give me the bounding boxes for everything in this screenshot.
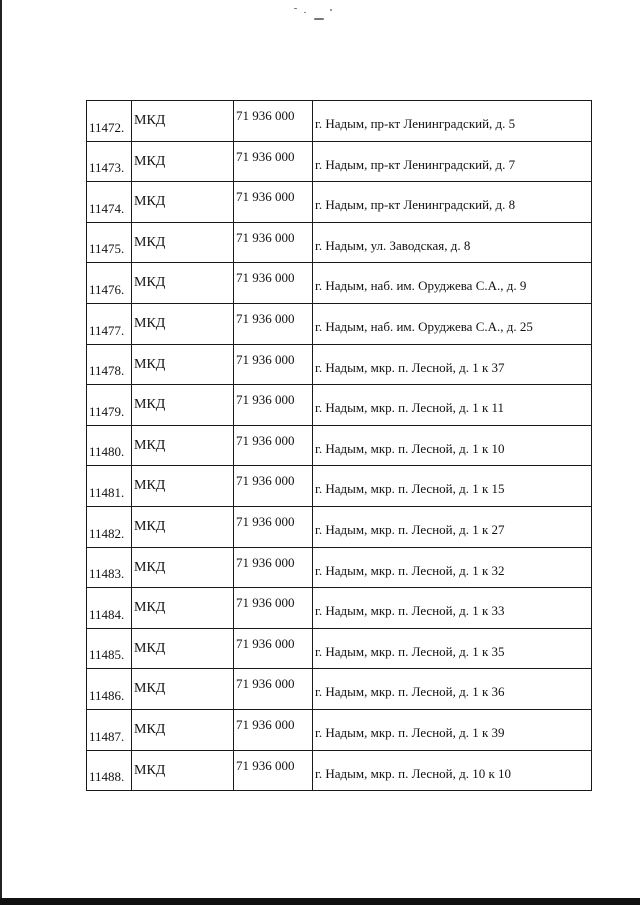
object-type-cell bbox=[132, 141, 234, 182]
table-row bbox=[87, 141, 592, 182]
oktmo-code-cell bbox=[234, 466, 313, 507]
object-type-text: МКД bbox=[134, 437, 166, 453]
oktmo-code-cell bbox=[234, 141, 313, 182]
address-cell bbox=[313, 750, 592, 791]
oktmo-code-text: 71 936 000 bbox=[236, 351, 295, 367]
oktmo-code-text: 71 936 000 bbox=[236, 108, 295, 123]
table-row bbox=[87, 222, 592, 263]
oktmo-code-text: 71 936 000 bbox=[236, 716, 295, 732]
oktmo-code-text: 71 936 000 bbox=[236, 270, 295, 286]
table-row bbox=[87, 182, 592, 223]
row-number-text: 11483. bbox=[89, 566, 125, 582]
address-cell bbox=[313, 303, 592, 344]
address-text: г. Надым, мкр. п. Лесной, д. 1 к 11 bbox=[315, 400, 505, 416]
row-number-cell bbox=[87, 222, 132, 263]
scan-bottom-edge bbox=[0, 898, 640, 905]
address-text: г. Надым, пр-кт Ленинградский, д. 5 bbox=[315, 116, 516, 131]
registry-table bbox=[86, 100, 592, 791]
address-cell bbox=[313, 344, 592, 385]
address-cell bbox=[313, 628, 592, 669]
oktmo-code-text: 71 936 000 bbox=[236, 635, 295, 651]
row-number-cell bbox=[87, 101, 132, 142]
row-number-text: 11477. bbox=[89, 322, 125, 338]
row-number-text: 11487. bbox=[89, 728, 125, 744]
oktmo-code-cell bbox=[234, 303, 313, 344]
address-text: г. Надым, мкр. п. Лесной, д. 10 к 10 bbox=[315, 765, 512, 781]
oktmo-code-cell bbox=[234, 506, 313, 547]
address-cell bbox=[313, 425, 592, 466]
table-row bbox=[87, 344, 592, 385]
object-type-cell bbox=[132, 628, 234, 669]
scan-left-edge bbox=[0, 0, 2, 905]
table-row bbox=[87, 466, 592, 507]
object-type-cell bbox=[132, 385, 234, 426]
table-row bbox=[87, 303, 592, 344]
oktmo-code-text: 71 936 000 bbox=[236, 189, 295, 205]
address-cell bbox=[313, 385, 592, 426]
row-number-cell bbox=[87, 506, 132, 547]
oktmo-code-text: 71 936 000 bbox=[236, 432, 295, 448]
row-number-cell bbox=[87, 385, 132, 426]
row-number-text: 11480. bbox=[89, 444, 125, 460]
row-number-cell bbox=[87, 628, 132, 669]
row-number-text: 11474. bbox=[89, 200, 125, 216]
object-type-cell bbox=[132, 425, 234, 466]
address-cell bbox=[313, 141, 592, 182]
object-type-text: МКД bbox=[134, 113, 166, 128]
object-type-text: МКД bbox=[134, 153, 166, 169]
object-type-cell bbox=[132, 547, 234, 588]
oktmo-code-text: 71 936 000 bbox=[236, 554, 295, 570]
object-type-text: МКД bbox=[134, 762, 166, 778]
object-type-cell bbox=[132, 466, 234, 507]
oktmo-code-cell bbox=[234, 750, 313, 791]
row-number-text: 11479. bbox=[89, 403, 125, 419]
object-type-text: МКД bbox=[134, 356, 166, 372]
address-text: г. Надым, мкр. п. Лесной, д. 1 к 37 bbox=[315, 359, 505, 375]
oktmo-code-cell bbox=[234, 709, 313, 750]
object-type-cell bbox=[132, 303, 234, 344]
object-type-cell bbox=[132, 101, 234, 142]
table-row bbox=[87, 263, 592, 304]
row-number-cell bbox=[87, 750, 132, 791]
oktmo-code-cell bbox=[234, 425, 313, 466]
oktmo-code-text: 71 936 000 bbox=[236, 595, 295, 611]
oktmo-code-cell bbox=[234, 263, 313, 304]
oktmo-code-cell bbox=[234, 222, 313, 263]
table-row bbox=[87, 385, 592, 426]
address-text: г. Надым, мкр. п. Лесной, д. 1 к 27 bbox=[315, 521, 505, 537]
row-number-text: 11488. bbox=[89, 769, 125, 785]
oktmo-code-cell bbox=[234, 101, 313, 142]
object-type-cell bbox=[132, 506, 234, 547]
object-type-text: МКД bbox=[134, 234, 166, 250]
oktmo-code-text: 71 936 000 bbox=[236, 392, 295, 408]
address-cell bbox=[313, 506, 592, 547]
oktmo-code-text: 71 936 000 bbox=[236, 757, 295, 773]
registry-table-body bbox=[87, 101, 592, 791]
row-number-cell bbox=[87, 141, 132, 182]
address-cell bbox=[313, 222, 592, 263]
address-text: г. Надым, наб. им. Оруджева С.А., д. 25 bbox=[315, 318, 533, 334]
row-number-cell bbox=[87, 425, 132, 466]
object-type-cell bbox=[132, 344, 234, 385]
address-cell bbox=[313, 466, 592, 507]
address-text: г. Надым, пр-кт Ленинградский, д. 8 bbox=[315, 197, 516, 213]
address-text: г. Надым, наб. им. Оруджева С.А., д. 9 bbox=[315, 278, 527, 294]
address-text: г. Надым, мкр. п. Лесной, д. 1 к 35 bbox=[315, 643, 505, 659]
oktmo-code-cell bbox=[234, 344, 313, 385]
oktmo-code-text: 71 936 000 bbox=[236, 676, 295, 692]
oktmo-code-cell bbox=[234, 547, 313, 588]
object-type-text: МКД bbox=[134, 559, 166, 575]
object-type-cell bbox=[132, 750, 234, 791]
address-cell bbox=[313, 101, 592, 142]
address-text: г. Надым, мкр. п. Лесной, д. 1 к 36 bbox=[315, 684, 505, 700]
oktmo-code-cell bbox=[234, 669, 313, 710]
row-number-cell bbox=[87, 466, 132, 507]
address-cell bbox=[313, 588, 592, 629]
table-row bbox=[87, 709, 592, 750]
table-row bbox=[87, 628, 592, 669]
address-text: г. Надым, мкр. п. Лесной, д. 1 к 15 bbox=[315, 481, 505, 497]
object-type-cell bbox=[132, 263, 234, 304]
oktmo-code-text: 71 936 000 bbox=[236, 473, 295, 489]
oktmo-code-cell bbox=[234, 588, 313, 629]
oktmo-code-text: 71 936 000 bbox=[236, 148, 295, 164]
scan-artifact-marks bbox=[290, 6, 350, 26]
address-text: г. Надым, мкр. п. Лесной, д. 1 к 39 bbox=[315, 724, 505, 740]
table-row bbox=[87, 425, 592, 466]
address-cell bbox=[313, 709, 592, 750]
object-type-text: МКД bbox=[134, 640, 166, 656]
oktmo-code-text: 71 936 000 bbox=[236, 513, 295, 529]
table-row bbox=[87, 101, 592, 142]
object-type-cell bbox=[132, 222, 234, 263]
object-type-text: МКД bbox=[134, 194, 166, 210]
address-text: г. Надым, мкр. п. Лесной, д. 1 к 33 bbox=[315, 603, 505, 619]
address-cell bbox=[313, 182, 592, 223]
object-type-cell bbox=[132, 709, 234, 750]
row-number-cell bbox=[87, 182, 132, 223]
row-number-text: 11478. bbox=[89, 363, 125, 379]
object-type-text: МКД bbox=[134, 478, 166, 494]
address-text: г. Надым, пр-кт Ленинградский, д. 7 bbox=[315, 156, 516, 172]
oktmo-code-text: 71 936 000 bbox=[236, 310, 295, 326]
row-number-cell bbox=[87, 547, 132, 588]
object-type-text: МКД bbox=[134, 721, 166, 737]
object-type-text: МКД bbox=[134, 518, 166, 534]
row-number-text: 11475. bbox=[89, 241, 125, 257]
table-row bbox=[87, 547, 592, 588]
object-type-text: МКД bbox=[134, 600, 166, 616]
row-number-cell bbox=[87, 709, 132, 750]
address-text: г. Надым, мкр. п. Лесной, д. 1 к 32 bbox=[315, 562, 505, 578]
oktmo-code-text: 71 936 000 bbox=[236, 229, 295, 245]
address-text: г. Надым, мкр. п. Лесной, д. 1 к 10 bbox=[315, 440, 505, 456]
address-cell bbox=[313, 669, 592, 710]
object-type-cell bbox=[132, 588, 234, 629]
object-type-text: МКД bbox=[134, 681, 166, 697]
table-row bbox=[87, 669, 592, 710]
oktmo-code-cell bbox=[234, 628, 313, 669]
address-text: г. Надым, ул. Заводская, д. 8 bbox=[315, 237, 471, 253]
table-row bbox=[87, 506, 592, 547]
row-number-text: 11472. bbox=[89, 119, 125, 135]
row-number-cell bbox=[87, 263, 132, 304]
row-number-cell bbox=[87, 344, 132, 385]
object-type-cell bbox=[132, 669, 234, 710]
table-row bbox=[87, 588, 592, 629]
object-type-text: МКД bbox=[134, 315, 166, 331]
oktmo-code-cell bbox=[234, 385, 313, 426]
object-type-text: МКД bbox=[134, 275, 166, 291]
row-number-cell bbox=[87, 303, 132, 344]
object-type-text: МКД bbox=[134, 397, 166, 413]
row-number-text: 11486. bbox=[89, 687, 125, 703]
row-number-text: 11476. bbox=[89, 281, 125, 297]
row-number-text: 11482. bbox=[89, 525, 125, 541]
address-cell bbox=[313, 547, 592, 588]
row-number-text: 11481. bbox=[89, 484, 125, 500]
object-type-cell bbox=[132, 182, 234, 223]
address-cell bbox=[313, 263, 592, 304]
table-row bbox=[87, 750, 592, 791]
row-number-cell bbox=[87, 669, 132, 710]
row-number-cell bbox=[87, 588, 132, 629]
oktmo-code-cell bbox=[234, 182, 313, 223]
row-number-text: 11473. bbox=[89, 160, 125, 176]
row-number-text: 11484. bbox=[89, 606, 125, 622]
row-number-text: 11485. bbox=[89, 647, 125, 663]
